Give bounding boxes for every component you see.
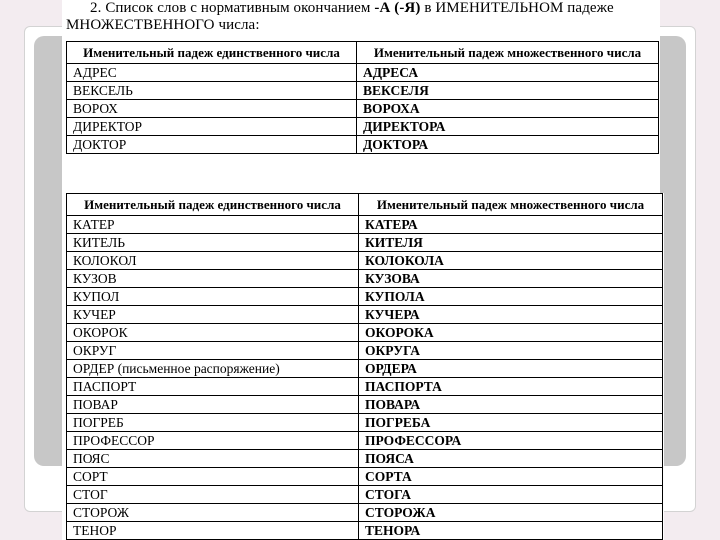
plural-word: ПОВАРА xyxy=(359,396,663,414)
table-row xyxy=(67,234,663,252)
header-plural: Именительный падеж множественного числа xyxy=(357,42,659,64)
singular-word: ОКРУГ xyxy=(67,342,359,360)
singular-word: АДРЕС xyxy=(67,64,357,82)
singular-word: КАТЕР xyxy=(67,216,359,234)
plural-word: КУПОЛА xyxy=(359,288,663,306)
singular-word: КУЧЕР xyxy=(67,306,359,324)
singular-word: КУЗОВ xyxy=(67,270,359,288)
table-row xyxy=(67,396,663,414)
singular-word: ДОКТОР xyxy=(67,136,357,154)
plural-word: КУЧЕРА xyxy=(359,306,663,324)
word-table-1 xyxy=(66,41,659,154)
singular-word: ДИРЕКТОР xyxy=(67,118,357,136)
intro-text-middle: в ИМЕНИТЕЛЬНОМ падеже xyxy=(424,0,614,16)
plural-word: ДИРЕКТОРА xyxy=(357,118,659,136)
table-row xyxy=(67,118,659,136)
plural-word: ВЕКСЕЛЯ xyxy=(357,82,659,100)
table-row xyxy=(67,504,663,522)
singular-word: ТЕНОР xyxy=(67,522,359,540)
table-row xyxy=(67,324,663,342)
singular-word: ПОЯС xyxy=(67,450,359,468)
singular-word: ВОРОХ xyxy=(67,100,357,118)
plural-word: ВОРОХА xyxy=(357,100,659,118)
table-row xyxy=(67,252,663,270)
plural-word: КОЛОКОЛА xyxy=(359,252,663,270)
singular-word: СОРТ xyxy=(67,468,359,486)
table-row xyxy=(67,414,663,432)
intro-number: 2. xyxy=(90,0,102,16)
plural-word: ПАСПОРТА xyxy=(359,378,663,396)
header-singular: Именительный падеж единственного числа xyxy=(67,194,359,216)
word-table-2 xyxy=(66,193,663,540)
singular-word: СТОГ xyxy=(67,486,359,504)
table-header-row xyxy=(67,42,659,64)
table-row xyxy=(67,216,663,234)
table-row xyxy=(67,522,663,540)
header-singular: Именительный падеж единственного числа xyxy=(67,42,357,64)
scanned-fragment-top xyxy=(62,0,660,193)
intro-text-line2: МНОЖЕСТВЕННОГО числа: xyxy=(66,17,260,33)
table-header-row xyxy=(67,194,663,216)
plural-word: ПОГРЕБА xyxy=(359,414,663,432)
singular-word: ПОВАР xyxy=(67,396,359,414)
table-row xyxy=(67,432,663,450)
plural-word: СТОРОЖА xyxy=(359,504,663,522)
table-row xyxy=(67,136,659,154)
table-row xyxy=(67,306,663,324)
plural-word: АДРЕСА xyxy=(357,64,659,82)
singular-word: КУПОЛ xyxy=(67,288,359,306)
singular-word: ОКОРОК xyxy=(67,324,359,342)
table-row xyxy=(67,270,663,288)
intro-paragraph xyxy=(66,0,660,34)
plural-word: ТЕНОРА xyxy=(359,522,663,540)
header-plural: Именительный падеж множественного числа xyxy=(359,194,663,216)
singular-word: КИТЕЛЬ xyxy=(67,234,359,252)
table-row xyxy=(67,288,663,306)
plural-word: ОКОРОКА xyxy=(359,324,663,342)
singular-word: ВЕКСЕЛЬ xyxy=(67,82,357,100)
plural-word: СТОГА xyxy=(359,486,663,504)
plural-word: ДОКТОРА xyxy=(357,136,659,154)
table-row xyxy=(67,468,663,486)
table-row xyxy=(67,100,659,118)
singular-word: ПОГРЕБ xyxy=(67,414,359,432)
plural-word: ОКРУГА xyxy=(359,342,663,360)
singular-word: ПАСПОРТ xyxy=(67,378,359,396)
table-row xyxy=(67,378,663,396)
table-row xyxy=(67,360,663,378)
scanned-fragment-bottom xyxy=(62,193,664,540)
intro-ending: -А (-Я) xyxy=(374,0,421,16)
intro-text-before: Список слов с нормативным окончанием xyxy=(105,0,371,16)
singular-word: КОЛОКОЛ xyxy=(67,252,359,270)
table-row xyxy=(67,486,663,504)
table-row xyxy=(67,450,663,468)
plural-word: СОРТА xyxy=(359,468,663,486)
table-body xyxy=(67,64,659,154)
plural-word: КИТЕЛЯ xyxy=(359,234,663,252)
plural-word: КУЗОВА xyxy=(359,270,663,288)
singular-word: ОРДЕР (письменное распоряжение) xyxy=(67,360,359,378)
plural-word: ОРДЕРА xyxy=(359,360,663,378)
plural-word: ПРОФЕССОРА xyxy=(359,432,663,450)
table-row xyxy=(67,342,663,360)
plural-word: КАТЕРА xyxy=(359,216,663,234)
singular-word: ПРОФЕССОР xyxy=(67,432,359,450)
singular-word: СТОРОЖ xyxy=(67,504,359,522)
table-body xyxy=(67,216,663,540)
table-row xyxy=(67,64,659,82)
plural-word: ПОЯСА xyxy=(359,450,663,468)
table-row xyxy=(67,82,659,100)
